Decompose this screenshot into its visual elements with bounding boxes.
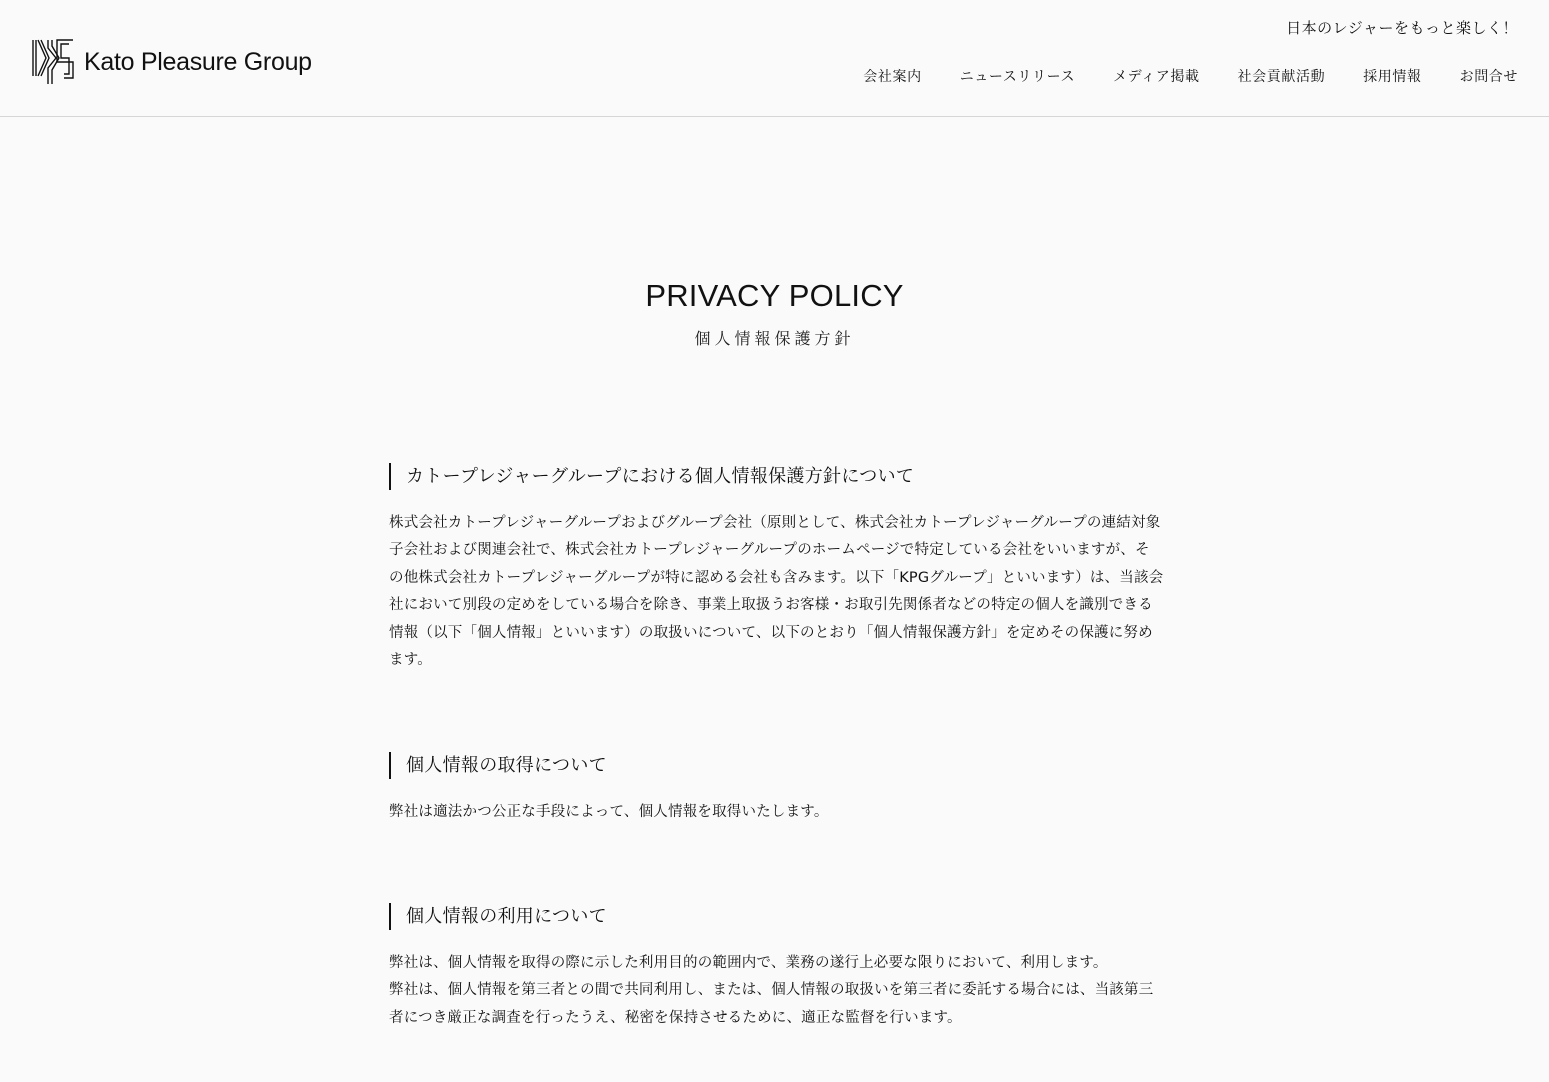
nav-company[interactable]: 会社案内 [863,69,922,85]
page-subtitle: 個人情報保護方針 [694,329,855,348]
section-paragraph: 株式会社カトープレジャーグループおよびグループ会社（原則として、株式会社カトープレジャーグループの連結対象子会社および関連会社で、株式会社カトープレジャーグループのホームページで特定している会社をいいますが、その他株式会社カトープレジャーグループが特に認める会社も含みます。以下「KPGグループ」といいます）は、当該会社において別段の定めをしている場合を除き、事業上取扱うお客様・お取引先関係者などの特定の個人を識別できる情報（以下「個人情報」といいます）の取扱いについて、以下のとおり「個人情報保護方針」を定めその保護に努めます。 [389,515,1164,669]
section-body [389,510,1164,674]
site-logo[interactable] [31,38,312,86]
section-heading: 個人情報の利用について [389,903,1164,930]
nav-recruit[interactable]: 採用情報 [1363,69,1422,85]
section-heading: 個人情報の取得について [389,752,1164,779]
site-header [0,0,1549,117]
nav-media[interactable]: メディア掲載 [1113,69,1200,85]
nav-news-release[interactable]: ニュースリリース [959,69,1076,85]
section-paragraph: 弊社は、個人情報を第三者との間で共同利用し、または、個人情報の取扱いを第三者に委託する場合には、当該第三者につき厳正な調査を行ったうえ、秘密を保持させるために、適正な監督を行います。 [389,982,1154,1026]
page-title: PRIVACY POLICY [645,278,904,313]
section-body [389,950,1164,1032]
nav-csr[interactable]: 社会貢献活動 [1237,69,1326,85]
section-heading: カトープレジャーグループにおける個人情報保護方針について [389,463,1164,490]
nav-contact[interactable]: お問合せ [1459,69,1518,85]
policy-section [389,752,1164,826]
kpg-logo-icon [31,38,75,86]
section-paragraph: 弊社は適法かつ公正な手段によって、個人情報を取得いたします。 [389,804,829,821]
section-body [389,799,1164,826]
page-title-block [0,278,1549,349]
logo-text: Kato Pleasure Group [84,47,312,76]
main-nav [825,66,1518,86]
policy-section [389,463,1164,674]
policy-section [389,903,1164,1032]
policy-content [389,463,1164,1082]
section-paragraph: 弊社は、個人情報を取得の際に示した利用目的の範囲内で、業務の遂行上必要な限りにおいて、利用します。 [389,954,1108,971]
tagline: 日本のレジャーをもっと楽しく！ [1286,19,1518,37]
